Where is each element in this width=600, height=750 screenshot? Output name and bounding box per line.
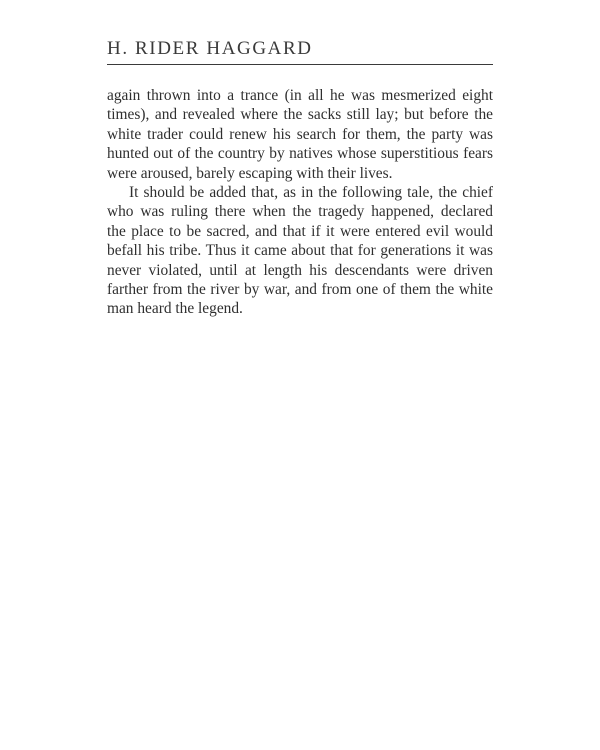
running-head: H. RIDER HAGGARD bbox=[107, 38, 313, 59]
text-line: white trader could renew his search for them, the party was bbox=[107, 125, 493, 143]
text-line: times), and revealed where the sacks still lay; but before the bbox=[107, 106, 493, 124]
text-line: befall his tribe. Thus it came about that for generations it was bbox=[107, 242, 493, 260]
text-line: man heard the legend. bbox=[107, 300, 243, 318]
text-line: who was ruling there when the tragedy happened, declared bbox=[107, 203, 493, 221]
text-line: the place to be sacred, and that if it were entered evil would bbox=[107, 222, 493, 240]
header-rule bbox=[107, 64, 493, 65]
text-line: It should be added that, as in the following tale, the chief bbox=[129, 183, 493, 201]
body-text bbox=[107, 86, 493, 319]
text-line: were aroused, barely escaping with their lives. bbox=[107, 164, 393, 182]
text-line: farther from the river by war, and from one of them the white bbox=[107, 280, 493, 298]
text-line: never violated, until at length his descendants were driven bbox=[107, 261, 493, 279]
text-line: hunted out of the country by natives whose superstitious fears bbox=[107, 145, 493, 163]
paragraph-1 bbox=[107, 86, 493, 183]
text-line: again thrown into a trance (in all he was mesmerized eight bbox=[107, 87, 493, 104]
paragraph-2 bbox=[107, 183, 493, 319]
